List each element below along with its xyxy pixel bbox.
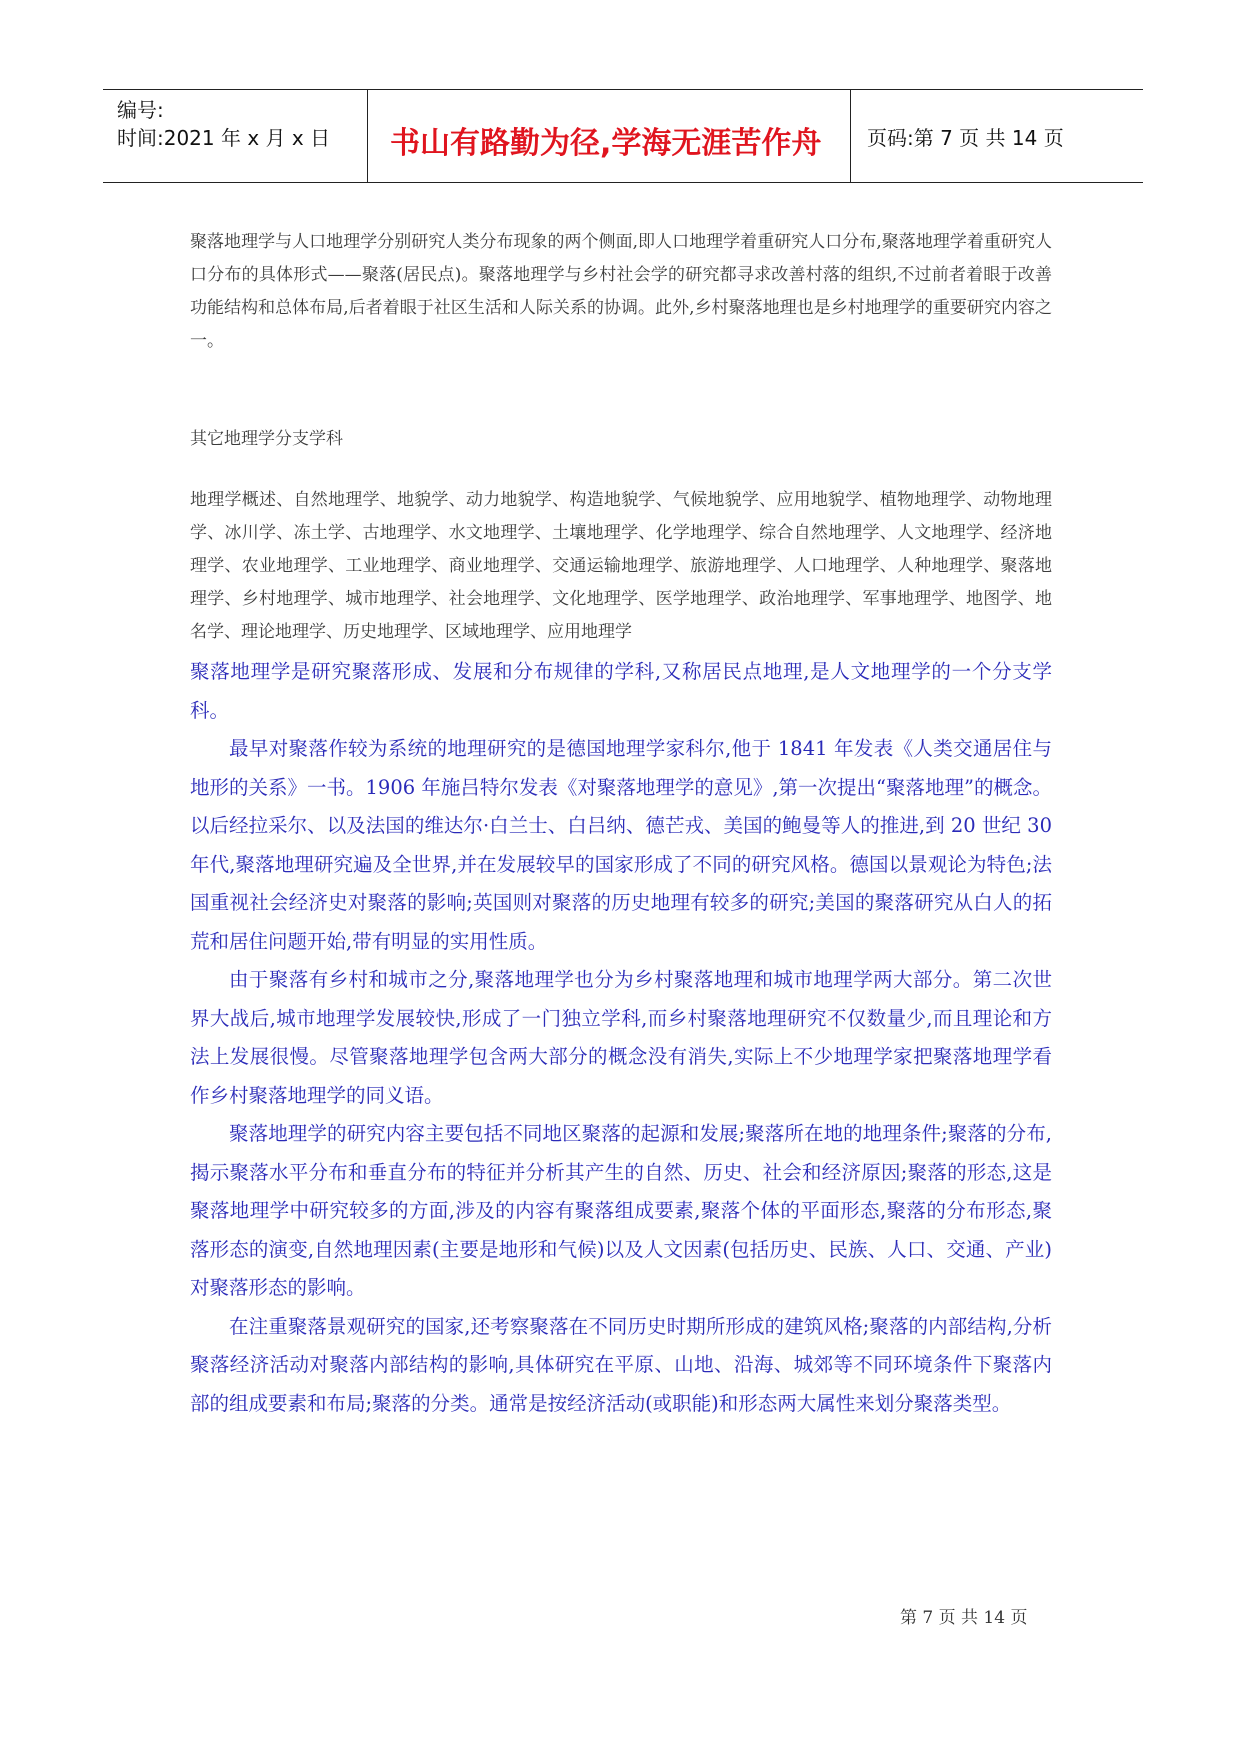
body-paragraph: 聚落地理学的研究内容主要包括不同地区聚落的起源和发展;聚落所在地的地理条件;聚落的分布,揭示聚落水平分布和垂直分布的特征并分析其产生的自然、历史、社会和经济原因;聚落的形态,这是聚落地理学中研究较多的方面,涉及的内容有聚落组成要素,聚落个体的平面形态,聚落的分布形态,聚落形态的演变,自然地理因素(主要是地形和气候)以及人文因素(包括历史、民族、人口、交通、产业)对聚落形态的影响。 [190, 1122, 1052, 1299]
section-heading: 其它地理学分支学科 [190, 429, 343, 449]
body-paragraph: 在注重聚落景观研究的国家,还考察聚落在不同历史时期所形成的建筑风格;聚落的内部结构,分析聚落经济活动对聚落内部结构的影响,具体研究在平原、山地、沿海、城郊等不同环境条件下聚落内部的组成要素和布局;聚落的分类。通常是按经济活动(或职能)和形态两大属性来划分聚落类型。 [190, 1314, 1052, 1415]
number-label: 编号: [117, 98, 164, 122]
motto-text: 书山有路勤为径,学海无涯苦作舟 [390, 126, 822, 161]
document-header [103, 89, 1143, 183]
page-code: 页码:第 7 页 共 14 页 [867, 126, 1064, 150]
body-paragraph: 最早对聚落作较为系统的地理研究的是德国地理学家科尔,他于 1841 年发表《人类交通居住与地形的关系》一书。1906 年施吕特尔发表《对聚落地理学的意见》,第一次提出“聚落地理”的概念。以后经拉采尔、以及法国的维达尔·白兰士、白吕纳、德芒戎、美国的鲍曼等人的推进,到 20 世纪 30 年代,聚落地理研究遍及全世界,并在发展较早的国家形成了不同的研究风格。德国以景观论为特色;法国重视社会经济史对聚落的影响;英国则对聚落的历史地理有较多的研究;美国的聚落研究从白人的拓荒和居住问题开始,带有明显的实用性质。 [190, 737, 1052, 953]
body-paragraph: 聚落地理学是研究聚落形成、发展和分布规律的学科,又称居民点地理,是人文地理学的一个分支学科。 [190, 660, 1052, 722]
header-meta-cell [103, 90, 368, 182]
header-page-cell [851, 90, 1143, 182]
intro-paragraph: 聚落地理学与人口地理学分别研究人类分布现象的两个侧面,即人口地理学着重研究人口分布,聚落地理学着重研究人口分布的具体形式——聚落(居民点)。聚落地理学与乡村社会学的研究都寻求改善村落的组织,不过前者着眼于改善功能结构和总体布局,后者着眼于社区生活和人际关系的协调。此外,乡村聚落地理也是乡村地理学的重要研究内容之一。 [190, 232, 1052, 351]
header-motto-cell [368, 90, 851, 182]
page-footer: 第 7 页 共 14 页 [900, 1608, 1028, 1628]
time-label: 时间:2021 年 x 月 x 日 [117, 126, 331, 150]
branch-list: 地理学概述、自然地理学、地貌学、动力地貌学、构造地貌学、气候地貌学、应用地貌学、植物地理学、动物地理学、冰川学、冻土学、古地理学、水文地理学、土壤地理学、化学地理学、综合自然地理学、人文地理学、经济地理学、农业地理学、工业地理学、商业地理学、交通运输地理学、旅游地理学、人口地理学、人种地理学、聚落地理学、乡村地理学、城市地理学、社会地理学、文化地理学、医学地理学、政治地理学、军事地理学、地图学、地名学、理论地理学、历史地理学、区域地理学、应用地理学 [190, 490, 1052, 642]
blue-body [190, 653, 1052, 1423]
body-paragraph: 由于聚落有乡村和城市之分,聚落地理学也分为乡村聚落地理和城市地理学两大部分。第二次世界大战后,城市地理学发展较快,形成了一门独立学科,而乡村聚落地理研究不仅数量少,而且理论和方法上发展很慢。尽管聚落地理学包含两大部分的概念没有消失,实际上不少地理学家把聚落地理学看作乡村聚落地理学的同义语。 [190, 968, 1052, 1107]
